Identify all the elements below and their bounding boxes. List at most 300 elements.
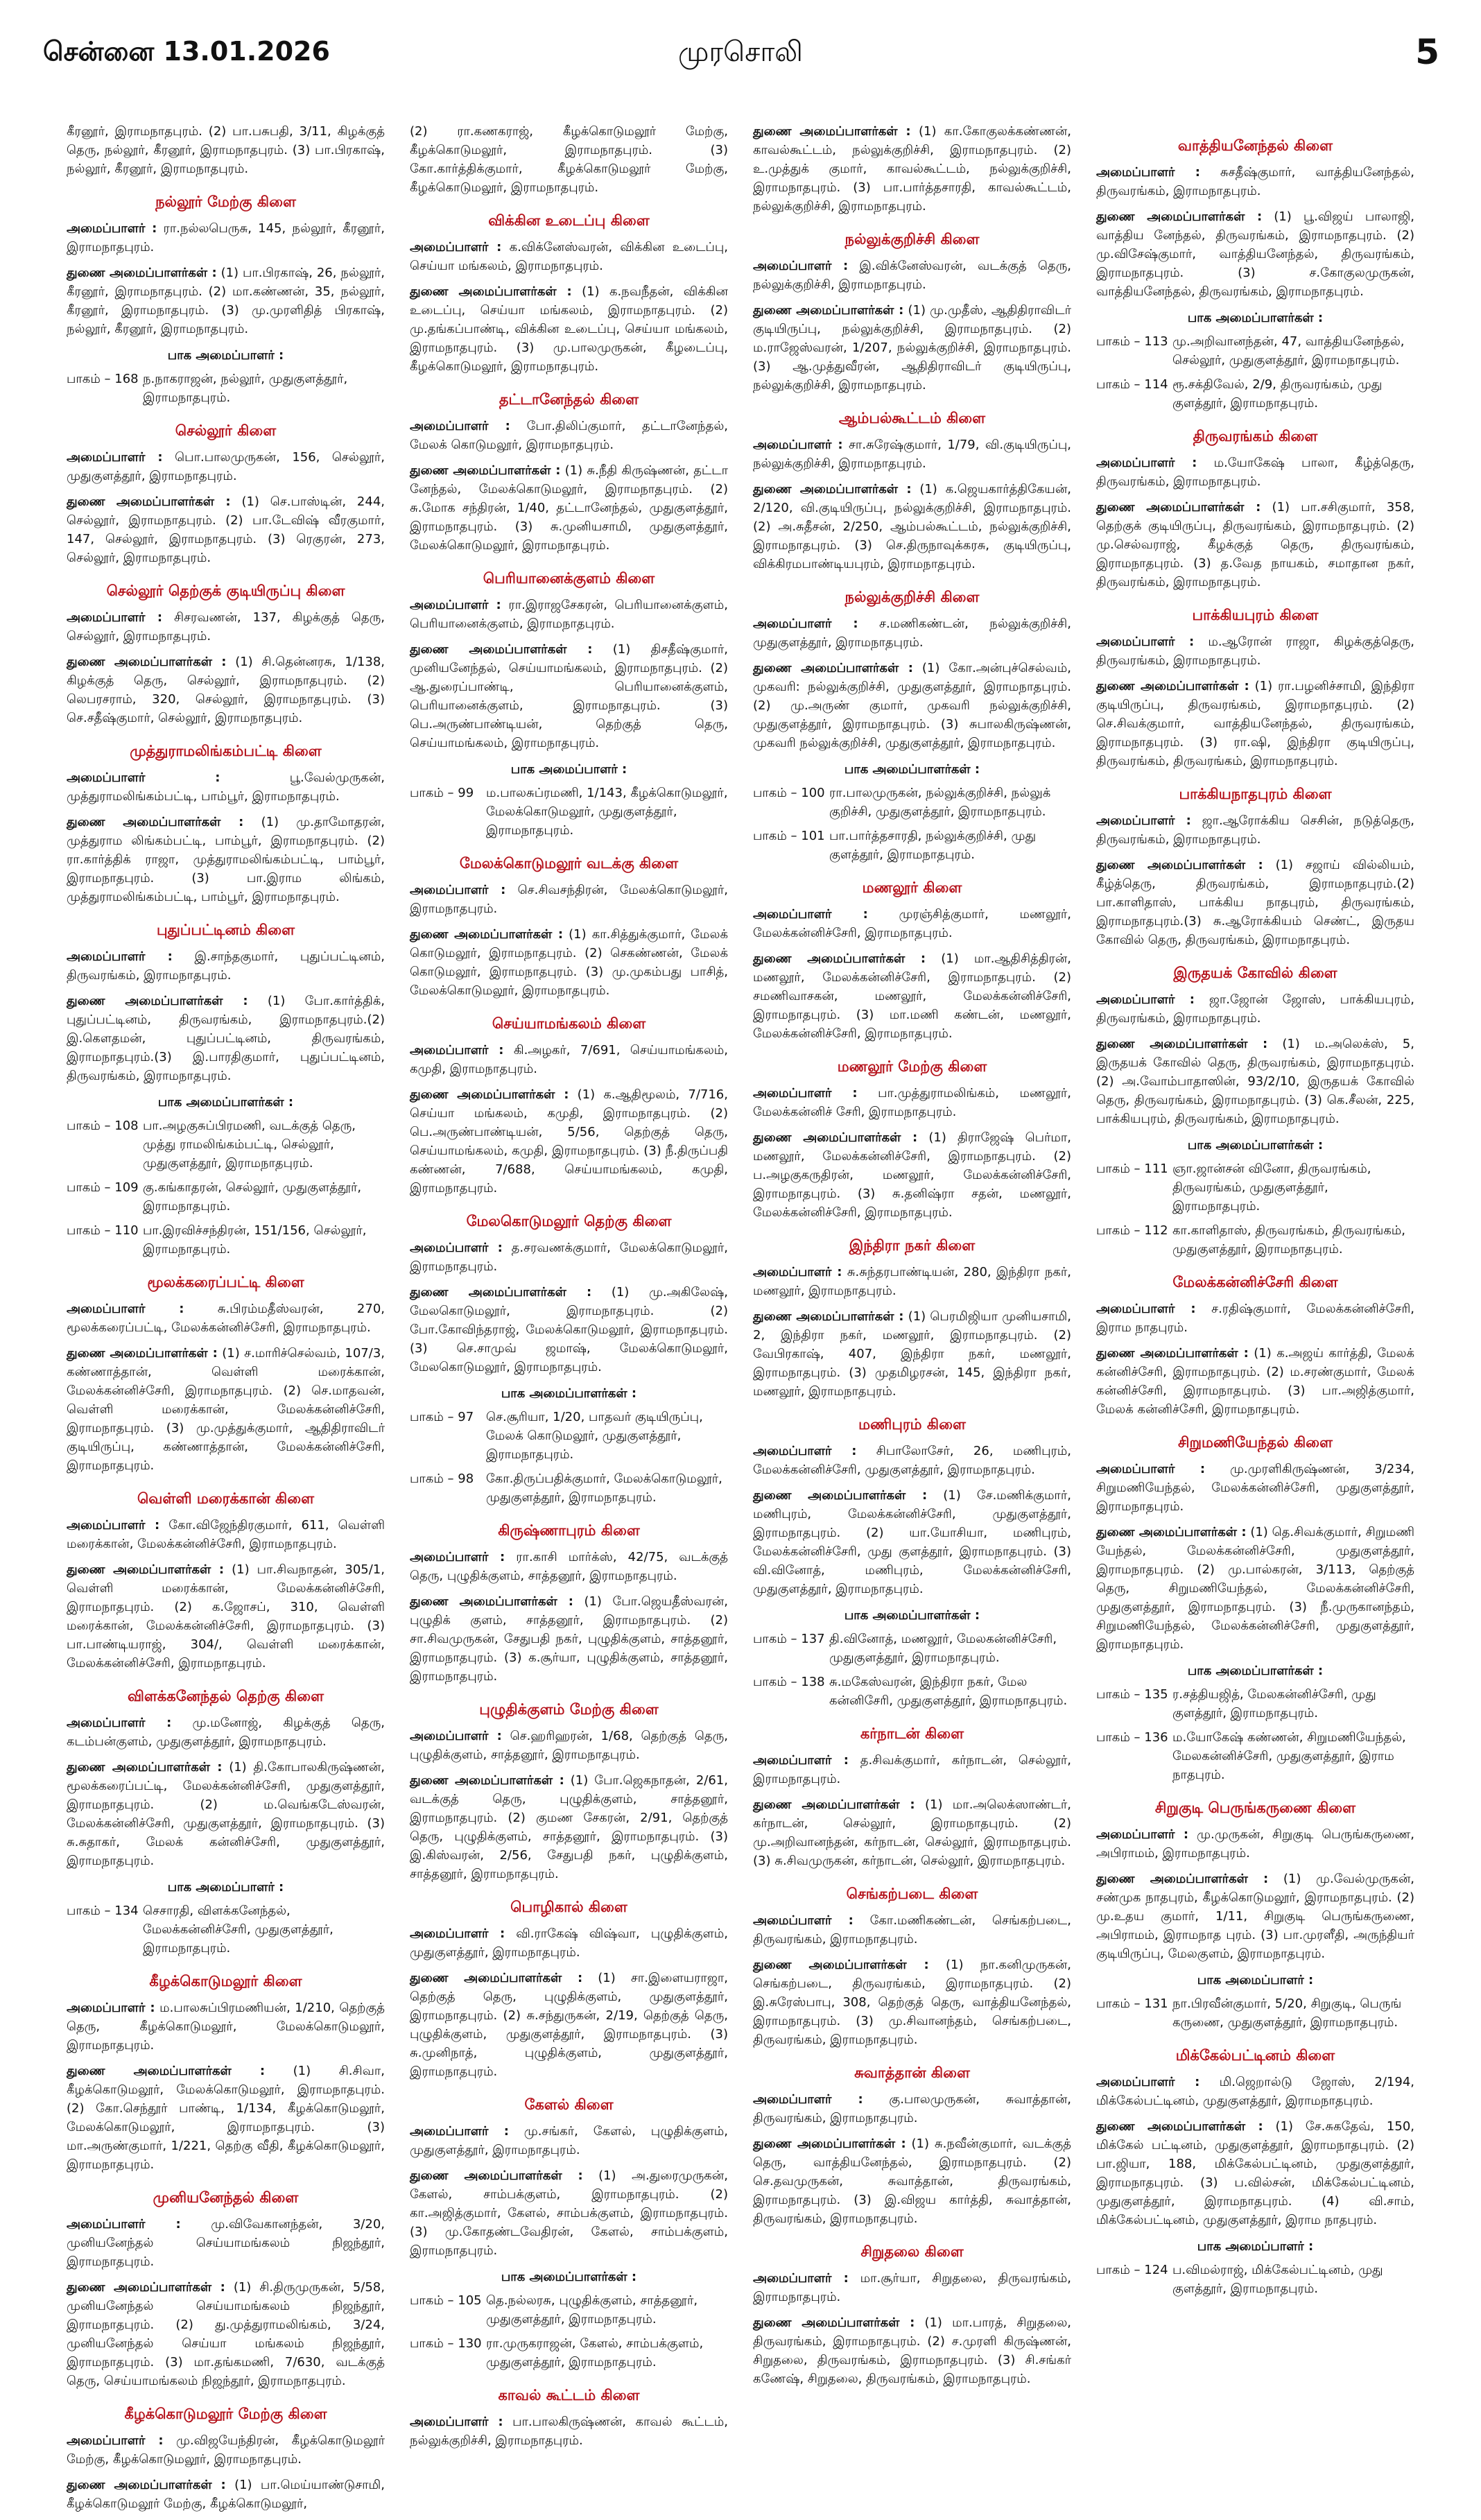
branch-heading: செங்கற்படை கிளை bbox=[846, 1885, 978, 1902]
organiser-details: கீரனூர், இராமநாதபுரம். (2) பா.பசுபதி, 3/11, கிழக்குத் தெரு, நல்லூர், கீரனூர், இராமநாதபுரம். (3) பா.பிரகாஷ், நல்லூர், கீரனூர், இராமநாதபுரம். bbox=[67, 124, 385, 176]
organiser-role: அமைப்பாளர் : bbox=[1096, 813, 1191, 828]
organiser-details: சுசதீஷ்குமார், வாத்தியனேந்தல், திருவரங்கம், இராமநாதபுரம். bbox=[1096, 165, 1414, 198]
organiser-role: துணை அமைப்பாளர்கள் : bbox=[1096, 858, 1263, 872]
organiser-entry bbox=[753, 1486, 1071, 1598]
branch-heading: முனியனேந்தல் கிளை bbox=[153, 2189, 299, 2206]
organiser-entry bbox=[410, 640, 728, 752]
organiser-entry bbox=[67, 653, 385, 727]
organiser-entry bbox=[753, 659, 1071, 752]
organiser-role: துணை அமைப்பாளர்கள் : bbox=[67, 994, 248, 1008]
booth-number: பாகம் – 114 bbox=[1096, 377, 1168, 392]
branch-heading: மிக்கேல்பட்டினம் கிளை bbox=[1175, 2047, 1335, 2064]
organiser-entry bbox=[1096, 2073, 1414, 2110]
organiser-entry bbox=[410, 1969, 728, 2081]
organiser-role: துணை அமைப்பாளர்கள் : bbox=[67, 2280, 225, 2295]
booth-organisers-title: பாக அமைப்பாளர்கள் : bbox=[1187, 1138, 1324, 1153]
organiser-role: துணை அமைப்பாளர்கள் : bbox=[753, 303, 904, 318]
organiser-details: (1) தி.கோபாலகிருஷ்ணன், மூலக்கரைப்பட்டி, மேலக்கன்னிச்சேரி, முதுகுளத்தூர், இராமநாதபுரம். (2) ம.வெங்கடேஸ்வரன், மேலக்கன்னிச்சேரி, முதுகுளத்தூர், இராமநாதபுரம். (3) சு.சுதாகர், மேலக் கன்னிச்சேரி, முதுகுளத்தூர், இராமநாதபுரம். bbox=[67, 1760, 385, 1868]
organiser-entry bbox=[753, 2269, 1071, 2306]
organiser-entry bbox=[67, 1516, 385, 1553]
organiser-entry bbox=[1096, 454, 1414, 491]
organiser-details: ம.பாலசுப்பிரமணியன், 1/210, தெற்குத் தெரு, கீழக்கொடுமலூர், மேலக்கொடுமலூர், இராமநாதபுரம். bbox=[67, 2001, 385, 2053]
organiser-role: அமைப்பாளர் : bbox=[753, 438, 843, 452]
organiser-details: (1) க.ஆதிமூலம், 7/716, செய்யா மங்கலம், கமுதி, இராமநாதபுரம். (2) பெ.அருண்பாண்டியன், 5/56, தெற்குத் தெரு, செய்யாமங்கலம், கமுதி, இராமநாதபுரம். (3) நீ.திருப்பதி கண்ணன், 7/688, செய்யாமங்கலம், கமுதி, இராமநாதபுரம். bbox=[410, 1087, 728, 1196]
organiser-role: அமைப்பாளர் : bbox=[410, 2124, 509, 2139]
organiser-details: (1) போ.ஜெகநாதன், 2/61, வடக்குத் தெரு, புழுதிக்குளம், சாத்தனூர், இராமநாதபுரம். (2) குமண சேகரன், 2/91, தெற்குத் தெரு, புழுதிக்குளம், சாத்தனூர், இராமநாதபுரம். (3) இ.கிஸ்வரன், 2/56, சேதுபதி நகர், புழுதிக்குளம், சாத்தனூர், இராமநாதபுரம். bbox=[410, 1773, 728, 1881]
organiser-role: துணை அமைப்பாளர்கள் : bbox=[410, 1594, 573, 1609]
organiser-details: இ.விக்னேஸ்வரன், வடக்குத் தெரு, நல்லுக்குறிச்சி, இராமநாதபுரம். bbox=[753, 259, 1071, 292]
organiser-details: மா.சூர்யா, சிறுதலை, திருவரங்கம், இராமநாதபுரம். bbox=[753, 2271, 1071, 2304]
organiser-details: (1) ம.அலெக்ஸ், 5, இருதயக் கோவில் தெரு, திருவரங்கம், இராமநாதபுரம். (2) அ.வோம்பாதாஸின், 93/2/10, இருதயக் கோவில் தெரு, திருவரங்கம், இராமநாதபுரம். (3) கெ.சீலன், 225, பாக்கியபுரம், திருவரங்கம், இராமநாதபுரம். bbox=[1096, 1037, 1414, 1126]
organiser-details: (1) சா.இளையராஜா, தெற்குத் தெரு, புழுதிக்குளம், முதுகுளத்தூர், இராமநாதபுரம். (2) சு.சந்துருகன், 2/19, தெற்குத் தெரு, புழுதிக்குளம், முதுகுளத்தூர், இராமநாதபுரம். (3) சு.முனிநாத், புழுதிக்குளம், முதுகுளத்தூர், இராமநாதபுரம். bbox=[410, 1971, 728, 2079]
organiser-entry bbox=[410, 1085, 728, 1198]
organiser-entry bbox=[753, 2313, 1071, 2388]
organiser-role: அமைப்பாளர் : bbox=[67, 770, 220, 785]
branch-heading: பாக்கியநாதபுரம் கிளை bbox=[1179, 786, 1332, 802]
booth-organiser-details: பா.அழகுசுப்பிரமணி, வடக்குத் தெரு, முத்து ராமலிங்கம்பட்டி, செல்லூர், முதுகுளத்தூர், இராமநாதபுரம். bbox=[143, 1119, 356, 1171]
organiser-entry bbox=[410, 1771, 728, 1883]
organiser-details: (1) க.ஜெயகார்த்திகேயன், 2/120, வி.குடியிருப்பு, நல்லுக்குறிச்சி, இராமநாதபுரம். (2) அ.சுதீசன், 2/250, ஆம்பல்கூட்டம், நல்லுக்குறிச்சி, இராமநாதபுரம். (3) செ.திருநாவுக்கரசு, குடியிருப்பு, விக்கிரமபாண்டியபுரம், இராமநாதபுரம். bbox=[753, 482, 1071, 571]
organiser-details: பொ.பாலமுருகன், 156, செல்லூர், முதுகுளத்தூர், இராமநாதபுரம். bbox=[67, 450, 385, 483]
organiser-details: (1) சே.மணிக்குமார், மணிபுரம், மேலக்கன்னிச்சேரி, முதுகுளத்தூர், இராமநாதபுரம். (2) யா.யோசியா, மணிபுரம், மேலக்கன்னிச்சேரி, முது குளத்தூர், இராமநாதபுரம். (3) வி.வினோத், மணிபுரம், மேலக்கன்னிச்சேரி, முதுகுளத்தூர், இராமநாதபுரம். bbox=[753, 1488, 1071, 1596]
branch-heading: திருவரங்கம் கிளை bbox=[1193, 428, 1318, 445]
organiser-details: (1) அ.துரைமுருகன், கேளல், சாம்பக்குளம், இராமநாதபுரம். (2) கா.அஜித்குமார், கேளல், சாம்பக்குளம், இராமநாதபுரம். (3) மு.கோதண்டவேதிரன், கேளல், சாம்பக்குளம், இராமநாதபுரம். bbox=[410, 2168, 728, 2258]
branch-heading: ஆம்பல்கூட்டம் கிளை bbox=[838, 410, 986, 426]
organiser-entry bbox=[410, 925, 728, 1000]
organiser-entry bbox=[67, 1300, 385, 1337]
organiser-role: அமைப்பாளர் : bbox=[753, 1753, 849, 1768]
organiser-entry bbox=[1096, 163, 1414, 200]
organiser-role: துணை அமைப்பாளர்கள் : bbox=[410, 1971, 583, 1985]
organiser-details: (1) மா.பாரத், சிறுதலை, திருவரங்கம், இராமநாதபுரம். (2) ச.முரளி கிருஷ்ணன், சிறுதலை, திருவரங்கம், இராமநாதபுரம். (3) சி.சங்கர் கணேஷ், சிறுதலை, திருவரங்கம், இராமநாதபுரம். bbox=[753, 2315, 1071, 2386]
organiser-details: (1) கோ.அன்புச்செல்வம், முகவரி: நல்லுக்குறிச்சி, முதுகுளத்தூர், இராமநாதபுரம். (2) மு.அருண் குமார், முகவரி நல்லுக்குறிச்சி, முதுகுளத்தூர், இராமநாதபுரம். (3) சுபாலகிருஷ்ணன், முகவரி நல்லுக்குறிச்சி, முதுகுளத்தூர், இராமநாதபுரம். bbox=[753, 661, 1071, 750]
organiser-details: (1) கா.சித்துக்குமார், மேலக் கொடுமலூர், இராமநாதபுரம். (2) செகண்ணன், மேலக் கொடுமலூர், இராமநாதபுரம். (3) மு.முகம்பது பாசித், மேலக்கொடுமலூர், இராமநாதபுரம். bbox=[410, 927, 728, 998]
branch-heading: சிறுமணியேந்தல் கிளை bbox=[1178, 1434, 1333, 1451]
booth-organiser-entry bbox=[410, 1469, 728, 1507]
organiser-role: அமைப்பாளர் : bbox=[753, 2271, 849, 2286]
booth-organisers-title: பாக அமைப்பாளர்கள் : bbox=[844, 762, 980, 777]
organiser-entry bbox=[753, 301, 1071, 395]
organiser-role: துணை அமைப்பாளர்கள் : bbox=[410, 1773, 564, 1788]
organiser-details: (2) ரா.கணகராஜ், கீழக்கொடுமலூர் மேற்கு, கீழக்கொடுமலூர், இராமநாதபுரம். (3) கோ.கார்த்திக்குமார், கீழக்கொடுமலூர் மேற்கு, கீழக்கொடுமலூர், இராமநாதபுரம். bbox=[410, 124, 728, 195]
organiser-details: (1) தெ.சிவக்குமார், சிறுமணி யேந்தல், மேலக்கன்னிச்சேரி, முதுகுளத்தூர், இராமநாதபுரம். (2) மு.பால்கரன், 3/113, தெற்குத் தெரு, சிறுமணியேந்தல், மேலக்கன்னிச்சேரி, முதுகுளத்தூர், இராமநாதபுரம். (3) நீ.முருகானந்தம், சிறுமணியேந்தல், மேலக்கன்னிச்சேரி, முதுகுளத்தூர், இராமநாதபுரம். bbox=[1096, 1525, 1414, 1652]
booth-organiser-entry bbox=[1096, 332, 1414, 370]
organiser-role: அமைப்பாளர் : bbox=[410, 2415, 503, 2429]
organiser-details: ஜா.ஆரோக்கிய செசின், நடுத்தெரு, திருவரங்கம், இராமநாதபுரம். bbox=[1096, 813, 1414, 847]
branch-heading: புழுதிக்குளம் மேற்கு கிளை bbox=[479, 1701, 659, 1718]
organiser-details: சிபாலோசேர், 26, மணிபுரம், மேலக்கன்னிச்சேரி, முதுகுளத்தூர், இராமநாதபுரம். bbox=[753, 1444, 1071, 1477]
organiser-details: (1) சு.நவீன்குமார், வடக்குத் தெரு, வாத்தியனேந்தல், இராமநாதபுரம். (2) செ.தவமுருகன், சுவாத்தான், திருவரங்கம், இராமநாதபுரம். (3) இ.விஜய கார்த்தி, சுவாத்தான், திருவரங்கம், இராமநாதபுரம். bbox=[753, 2137, 1071, 2226]
branch-heading: சிறுதலை கிளை bbox=[860, 2243, 964, 2260]
organiser-details: வி.ராகேஷ் விஷ்வா, புழுதிக்குளம், முதுகுளத்தூர், இராமநாதபுரம். bbox=[410, 1926, 728, 1960]
booth-number: பாகம் – 105 bbox=[410, 2293, 482, 2308]
booth-organisers-title: பாக அமைப்பாளர்கள் : bbox=[157, 1095, 294, 1110]
branch-heading: கேளல் கிளை bbox=[524, 2096, 614, 2113]
organiser-details: (1) சே.சுகதேவ், 150, மிக்கேல் பட்டினம், முதுகுளத்தூர், இராமநாதபுரம். (2) பா.ஜியா, 188, மிக்கேல்பட்டினம், முதுகுளத்தூர், இராமநாதபுரம். (3) ப.வில்சன், மிக்கேல்பட்டினம், முதுகுளத்தூர், இராமநாதபுரம். (4) வி.சாம், மிக்கேல்பட்டினம், முதுகுளத்தூர், இராம நாதபுரம். bbox=[1096, 2119, 1414, 2227]
organiser-entry bbox=[410, 1924, 728, 1962]
column-2 bbox=[410, 122, 728, 2520]
organiser-role: துணை அமைப்பாளர்கள் : bbox=[67, 2478, 226, 2492]
branch-heading: மூலக்கரைப்பட்டி கிளை bbox=[147, 1274, 304, 1291]
organiser-entry bbox=[410, 238, 728, 275]
branch-heading: கீழக்கொடுமலூர் கிளை bbox=[149, 1973, 302, 1990]
organiser-entry bbox=[67, 2431, 385, 2469]
organiser-details: சா.சுரேஷ்குமார், 1/79, வி.குடியிருப்பு, நல்லுக்குறிச்சி, இராமநாதபுரம். bbox=[753, 438, 1071, 471]
organiser-role: துணை அமைப்பாளர்கள் : bbox=[67, 494, 231, 509]
organiser-entry bbox=[753, 122, 1071, 216]
organiser-entry bbox=[67, 2062, 385, 2174]
organiser-role: துணை அமைப்பாளர்கள் : bbox=[753, 2137, 906, 2151]
organiser-entry bbox=[67, 122, 385, 178]
booth-organiser-entry bbox=[753, 784, 1071, 821]
organiser-entry bbox=[67, 492, 385, 567]
organiser-role: துணை அமைப்பாளர்கள் : bbox=[1096, 679, 1249, 693]
booth-organiser-details: கோ.திருப்பதிக்குமார், மேலக்கொடுமலூர், முதுகுளத்தூர், இராமநாதபுரம். bbox=[486, 1472, 722, 1505]
organiser-details: இ.சாந்தகுமார், புதுப்பட்டினம், திருவரங்கம், இராமநாதபுரம். bbox=[67, 949, 386, 983]
organiser-entry bbox=[67, 264, 385, 338]
newspaper-title: முரசொலி bbox=[678, 36, 803, 68]
organiser-entry bbox=[1096, 990, 1414, 1028]
organiser-details: (1) சு.நீதி கிருஷ்ணன், தட்டா னேந்தல், மேலக்கொடுமலூர், இராமநாதபுரம். (2) சு.மோக சந்திரன், 1/40, தட்டானேந்தல், முதுகுளத்தூர், இராமநாதபுரம். (3) சு.முனியசாமி, முதுகுளத்தூர், மேலக்கொடுமலூர், இராமநாதபுரம். bbox=[410, 463, 728, 553]
branch-heading: பாக்கியபுரம் கிளை bbox=[1192, 607, 1319, 623]
booth-number: பாகம் – 124 bbox=[1096, 2263, 1168, 2277]
organiser-details: மு.விவேகானந்தன், 3/20, முனியனேந்தல் செய்யாமங்கலம் நிஜந்தூர், இராமநாதபுரம். bbox=[67, 2217, 385, 2269]
organiser-entry bbox=[753, 1263, 1071, 1300]
booth-number: பாகம் – 134 bbox=[67, 1904, 139, 1918]
branch-heading: விக்கின உடைப்பு கிளை bbox=[488, 212, 650, 229]
organiser-entry bbox=[1096, 2117, 1414, 2229]
organiser-role: அமைப்பாளர் : bbox=[67, 2217, 181, 2232]
booth-organiser-details: ம.யோகேஷ் கண்ணன், சிறுமணியேந்தல், மேலகன்னிச்சேரி, முதுகுளத்தூர், இராம நாதபுரம். bbox=[1172, 1730, 1406, 1782]
organiser-role: துணை அமைப்பாளர்கள் : bbox=[410, 463, 561, 478]
booth-organiser-entry bbox=[410, 1408, 728, 1464]
organiser-entry bbox=[1096, 498, 1414, 592]
organiser-details: (1) போ.கார்த்திக், புதுப்பட்டினம், திருவரங்கம், இராமநாதபுரம்.(2) இ.கௌதமன், புதுப்பட்டினம், திருவரங்கம், இராமநாதபுரம்.(3) இ.பாரதிகுமார், புதுப்பட்டினம், திருவரங்கம், இராமநாதபுரம். bbox=[67, 994, 385, 1083]
organiser-details: ரா.இராஜசேகரன், பெரியானைக்குளம், பெரியானைக்குளம், இராமநாதபுரம். bbox=[410, 598, 728, 631]
organiser-details: செ.சிவசந்திரன், மேலக்கொடுமலூர், இராமநாதபுரம். bbox=[410, 883, 728, 916]
organiser-entry bbox=[67, 2278, 385, 2390]
organiser-role: துணை அமைப்பாளர்கள் : bbox=[1096, 2119, 1263, 2134]
branch-heading: காவல் கூட்டம் கிளை bbox=[498, 2387, 640, 2404]
organiser-details: பூ.வேல்முருகன், முத்துராமலிங்கம்பட்டி, பாம்பூர், இராமநாதபுரம். bbox=[67, 770, 385, 804]
organiser-entry bbox=[1096, 811, 1414, 849]
organiser-entry bbox=[410, 596, 728, 633]
booth-organiser-entry bbox=[1096, 1994, 1414, 2032]
organiser-role: அமைப்பாளர் : bbox=[1096, 1302, 1196, 1316]
organiser-details: ம.யோகேஷ் பாலா, கீழ்த்தெரு, திருவரங்கம், இராமநாதபுரம். bbox=[1096, 456, 1414, 489]
booth-organiser-details: சு.மகேஸ்வரன், இந்திரா நகர், மேல கன்னிசேரி, முதுகுளத்தூர், இராமநாதபுரம். bbox=[829, 1675, 1068, 1708]
organiser-entry bbox=[410, 881, 728, 918]
organiser-entry bbox=[410, 1548, 728, 1585]
organiser-details: த.சரவணக்குமார், மேலக்கொடுமலூர், இராமநாதபுரம். bbox=[410, 1241, 728, 1274]
organiser-entry bbox=[1096, 632, 1414, 670]
organiser-details: (1) ச.மாரிச்செல்வம், 107/3, கண்ணாத்தான், வெள்ளி மரைக்கான், மேலக்கன்னிச்சேரி, இராமநாதபுரம். (2) செ.மாதவன், வெள்ளி மரைக்கான், மேலக்கன்னிச்சேரி, இராமநாதபுரம். (3) மு.முத்துக்குமார், ஆதிதிராவிடர் குடியிருப்பு, கண்ணாத்தான், மேலக்கன்னிச்சேரி, இராமநாதபுரம். bbox=[67, 1346, 385, 1473]
booth-organiser-entry bbox=[67, 1178, 385, 1216]
booth-organiser-details: தி.வினோத், மணலூர், மேலகன்னிச்சேரி, முதுகுளத்தூர், இராமநாதபுரம். bbox=[829, 1632, 1057, 1665]
organiser-entry bbox=[753, 614, 1071, 652]
organiser-role: அமைப்பாளர் : bbox=[1096, 2075, 1200, 2089]
booth-organiser-details: பா.பார்த்தசாரதி, நல்லுக்குறிச்சி, முது குளத்தூர், இராமநாதபுரம். bbox=[829, 829, 1037, 862]
organiser-details: (1) திசதீஷ்குமார், முனியனேந்தல், செய்யாமங்கலம், இராமநாதபுரம். (2) ஆ.துரைப்பாண்டி, பெரியானைக்குளம், பெரியானைக்குளம், இராமநாதபுரம். (3) பெ.அருண்பாண்டியன், தெற்குத் தெரு, செய்யாமங்கலம், இராமநாதபுரம். bbox=[410, 642, 728, 750]
organiser-role: அமைப்பாளர் : bbox=[410, 1241, 503, 1255]
organiser-details: (1) மு.வேல்முருகன், சண்முக நாதபுரம், கீழக்கொடுமலூர், இராமநாதபுரம். (2) மு.உதய குமார், 1/11, சிறுகுடி பெருங்கருணை, அபிராமம், இராமநாத புரம். (3) பா.முரளீதி, அருந்தியர் குடியிருப்பு, மேலகுளம், இராமநாதபுரம். bbox=[1096, 1872, 1414, 1961]
organiser-role: துணை அமைப்பாளர்கள் : bbox=[410, 927, 564, 942]
organiser-details: ரா.நல்லபெருசு, 145, நல்லூர், கீரனூர், இராமநாதபுரம். bbox=[67, 221, 385, 254]
organiser-details: (1) பெரமிஜியா முனியசாமி, 2, இந்திரா நகர், மணலூர், இராமநாதபுரம். (2) வேபிரகாஷ், 407, இந்திரா நகர், மணலூர், இராமநாதபுரம். (3) முதமிழரசன், 145, இந்திரா நகர், மணலூர், இராமநாதபுரம். bbox=[753, 1309, 1071, 1399]
organiser-role: அமைப்பாளர் : bbox=[67, 1716, 172, 1730]
organiser-role: துணை அமைப்பாளர்கள் : bbox=[67, 266, 217, 280]
organiser-role: அமைப்பாளர் : bbox=[67, 221, 157, 236]
branch-heading: விளக்கனேந்தல் தெற்கு கிளை bbox=[127, 1688, 324, 1705]
organiser-entry bbox=[753, 1307, 1071, 1401]
organiser-role: துணை அமைப்பாளர்கள் : bbox=[67, 655, 227, 669]
booth-organiser-details: செசாரதி, விளக்கனேந்தல், மேலக்கன்னிச்சேரி, முதுகுளத்தூர், இராமநாதபுரம். bbox=[143, 1904, 334, 1956]
branch-heading: முத்துராமலிங்கம்பட்டி கிளை bbox=[130, 743, 322, 759]
organiser-role: துணை அமைப்பாளர்கள் : bbox=[753, 1958, 929, 1972]
organiser-role: அமைப்பாளர் : bbox=[67, 610, 163, 625]
booth-organiser-entry bbox=[1096, 1685, 1414, 1723]
booth-number: பாகம் – 109 bbox=[67, 1180, 139, 1195]
organiser-role: அமைப்பாளர் : bbox=[1096, 165, 1200, 180]
branch-heading: மணலூர் மேற்கு கிளை bbox=[837, 1058, 987, 1075]
organiser-entry bbox=[67, 2476, 385, 2513]
organiser-details: (1) மு.அகிலேஷ், மேலகொடுமலூர், இராமநாதபுரம். (2) போ.கோவிந்தராஜ், மேலக்கொடுமலூர், இராமநாதபுரம். (3) செ.சாமுவ் ஜமாஷ், மேலக்கொடுமலூர், மேலகொடுமலூர், இராமநாதபுரம். bbox=[410, 1285, 728, 1374]
organiser-entry bbox=[1096, 1344, 1414, 1419]
organiser-entry bbox=[410, 2413, 728, 2450]
organiser-entry bbox=[410, 2166, 728, 2260]
organiser-role: அமைப்பாளர் : bbox=[753, 907, 868, 922]
organiser-entry bbox=[67, 992, 385, 1085]
organiser-role: துணை அமைப்பாளர்கள் : bbox=[753, 1797, 915, 1812]
booth-number: பாகம் – 130 bbox=[410, 2336, 482, 2351]
booth-number: பாகம் – 138 bbox=[753, 1675, 825, 1689]
organiser-details: மி.ஜெறால்டு ஜோஸ், 2/194, மிக்கேல்பட்டினம், முதுகுளத்தூர், இராமநாதபுரம். bbox=[1096, 2075, 1415, 2108]
organiser-role: அமைப்பாளர் : bbox=[410, 1729, 502, 1743]
organiser-details: (1) பூ.விஜய் பாலாஜி, வாத்திய னேந்தல், திருவரங்கம், இராமநாதபுரம். (2) மு.விசேஷ்குமார், வாத்தியனேந்தல், திருவரங்கம், இராமநாதபுரம். (3) ச.கோகுலமுருகன், வாத்தியனேந்தல், திருவரங்கம், இராமநாதபுரம். bbox=[1096, 209, 1414, 299]
organiser-role: துணை அமைப்பாளர்கள் : bbox=[753, 1488, 928, 1503]
organiser-details: போ.திலிப்குமார், தட்டானேந்தல், மேலக் கொடுமலூர், இராமநாதபுரம். bbox=[410, 419, 728, 452]
organiser-entry bbox=[1096, 1523, 1414, 1654]
organiser-role: அமைப்பாளர் : bbox=[67, 2433, 164, 2448]
organiser-entry bbox=[753, 1956, 1071, 2049]
organiser-role: அமைப்பாளர் : bbox=[753, 1265, 842, 1279]
organiser-role: அமைப்பாளர் : bbox=[1096, 635, 1195, 649]
organiser-details: (1) திராஜேஷ் பெர்மா, மணலூர், மேலக்கன்னிச்சேரி, இராமநாதபுரம். (2) ப.அழகுகருதிரன், மணலூர், மேலக்கன்னிச்சேரி, இராமநாதபுரம். (3) சு.தனிஷ்ரா சதன், மணலூர், மேலக்கன்னிச்சேரி, இராமநாதபுரம். bbox=[753, 1130, 1071, 1220]
organiser-details: (1) க.நவநீதன், விக்கின உடைப்பு, செய்யா மங்கலம், இராமநாதபுரம். (2) மு.தங்கப்பாண்டி, விக்கின உடைப்பு, செய்யா மங்கலம், இராமநாதபுரம். (3) மு.பாலமுருகன், கீழடைப்பு, கீழக்கொடுமலூர், இராமநாதபுரம். bbox=[410, 284, 728, 374]
organiser-entry bbox=[753, 905, 1071, 942]
organiser-entry bbox=[410, 1727, 728, 1764]
booth-organisers-title: பாக அமைப்பாளர்கள் : bbox=[501, 1386, 637, 1401]
column-4 bbox=[1096, 122, 1414, 2520]
organiser-entry bbox=[410, 461, 728, 555]
organiser-entry bbox=[1096, 1035, 1414, 1128]
organiser-entry bbox=[410, 1041, 728, 1078]
organiser-details: க.விக்னேஸ்வரன், விக்கின உடைப்பு, செய்யா மங்கலம், இராமநாதபுரம். bbox=[410, 240, 728, 273]
organiser-entry bbox=[410, 1283, 728, 1376]
organiser-details: மு.முரளிகிருஷ்ணன், 3/234, சிறுமணியேந்தல், மேலக்கன்னிச்சேரி, முதுகுளத்தூர், இராமநாதபுரம். bbox=[1096, 1462, 1414, 1514]
booth-organisers-title: பாக அமைப்பாளர்கள் : bbox=[1187, 1664, 1324, 1678]
organiser-details: (1) பா.மெய்யாண்டுசாமி, கீழக்கொடுமலூர் மேற்கு, கீழக்கொடுமலூர், bbox=[67, 2478, 385, 2511]
organiser-role: துணை அமைப்பாளர்கள் : bbox=[753, 482, 912, 497]
branch-heading: சுவாத்தான் கிளை bbox=[854, 2064, 970, 2081]
organiser-role: துணை அமைப்பாளர்கள் : bbox=[410, 2168, 583, 2183]
organiser-role: துணை அமைப்பாளர்கள் : bbox=[67, 1760, 223, 1775]
organiser-role: அமைப்பாளர் : bbox=[753, 1913, 854, 1928]
booth-organiser-entry bbox=[410, 2291, 728, 2329]
organiser-entry bbox=[1096, 1870, 1414, 1963]
booth-organiser-details: ம.பாலசுப்ரமணி, 1/143, கீழக்கொடுமலூர், மேலக்கொடுமலூர், முதுகுளத்தூர், இராமநாதபுரம். bbox=[486, 786, 728, 838]
organiser-role: துணை அமைப்பாளர்கள் : bbox=[753, 951, 926, 966]
booth-number: பாகம் – 112 bbox=[1096, 1223, 1168, 1238]
organiser-role: அமைப்பாளர் : bbox=[67, 2001, 155, 2015]
organiser-details: (1) மு.முதீஸ், ஆதிதிராவிடர் குடியிருப்பு, நல்லுக்குறிச்சி, இராமநாதபுரம். (2) ம.ராஜேஸ்வரன், 1/207, நல்லுக்குறிச்சி, இராமநாதபுரம். (3) ஆ.முத்துவீரன், ஆதிதிராவிடர் குடியிருப்பு, நல்லுக்குறிச்சி, இராமநாதபுரம். bbox=[753, 303, 1071, 392]
booth-organiser-details: கு.கங்காதரன், செல்லூர், முதுகுளத்தூர், இராமநாதபுரம். bbox=[143, 1180, 362, 1214]
branch-heading: இருதயக் கோவில் கிளை bbox=[1173, 965, 1337, 981]
organiser-entry bbox=[753, 2090, 1071, 2128]
organiser-details: ரா.காசி மார்க்ஸ், 42/75, வடக்குத் தெரு, புழுதிக்குளம், சாத்தனூர், இராமநாதபுரம். bbox=[410, 1550, 728, 1583]
organiser-role: துணை அமைப்பாளர்கள் : bbox=[67, 2064, 266, 2078]
organiser-entry bbox=[67, 219, 385, 257]
organiser-entry bbox=[67, 1714, 385, 1751]
organiser-details: பா.பாலகிருஷ்ணன், காவல் கூட்டம், நல்லுக்குறிச்சி, இராமநாதபுரம். bbox=[410, 2415, 729, 2448]
organiser-entry bbox=[410, 1239, 728, 1276]
organiser-details: (1) மா.அலெக்ஸாண்டர், கர்நாடன், செல்லூர், இராமநாதபுரம். (2) மு.அறிவானந்தன், கர்நாடன், செல்லூர், இராமநாதபுரம். (3) சு.சிவமுருகன், கர்நாடன், செல்லூர், இராமநாதபுரம். bbox=[753, 1797, 1071, 1868]
branch-heading: கீழக்கொடுமலூர் மேற்கு கிளை bbox=[124, 2406, 327, 2422]
organiser-role: துணை அமைப்பாளர்கள் : bbox=[67, 1346, 218, 1361]
booth-organiser-details: நா.பிரவீன்குமார், 5/20, சிறுகுடி, பெருங் கருணை, முதுகுளத்தூர், இராமநாதபுரம். bbox=[1172, 1996, 1402, 2030]
masthead bbox=[0, 0, 1481, 82]
organiser-role: அமைப்பாளர் : bbox=[753, 616, 858, 631]
organiser-entry bbox=[753, 2134, 1071, 2228]
organiser-details: ச.ரதிஷ்குமார், மேலக்கன்னிச்சேரி, இராம நாதபுரம். bbox=[1096, 1302, 1414, 1335]
organiser-details: பா.முத்துராமலிங்கம், மணலூர், மேலக்கன்னிச் சேரி, இராமநாதபுரம். bbox=[753, 1086, 1071, 1119]
organiser-role: துணை அமைப்பாளர்கள் : bbox=[410, 1087, 569, 1102]
column-1 bbox=[67, 122, 385, 2520]
booth-organiser-details: ப.விமல்ராஜ், மிக்கேல்பட்டினம், முது குளத்தூர், இராமநாதபுரம். bbox=[1172, 2263, 1383, 2296]
booth-number: பாகம் – 99 bbox=[410, 786, 474, 800]
booth-number: பாகம் – 97 bbox=[410, 1410, 474, 1424]
organiser-role: துணை அமைப்பாளர்கள் : bbox=[1096, 1872, 1269, 1886]
organiser-role: அமைப்பாளர் : bbox=[410, 883, 506, 897]
organiser-details: முரஞ்சித்குமார், மணலூர், மேலக்கன்னிச்சேரி, இராமநாதபுரம். bbox=[753, 907, 1071, 940]
organiser-details: (1) சி.தென்னரசு, 1/138, கிழக்குத் தெரு, செல்லூர், இராமநாதபுரம். (2) லெபரசராம், 320, செல்லூர், இராமநாதபுரம். (3) செ.சதீஷ்குமார், செல்லூர், இராமநாதபுரம். bbox=[67, 655, 385, 725]
organiser-role: அமைப்பாளர் : bbox=[410, 1043, 504, 1058]
organiser-details: (1) போ.ஜெயதீஸ்வரன், புழுதிக் குளம், சாத்தனூர், இராமநாதபுரம். (2) சா.சிவமுருகன், சேதுபதி நகர், புழுதிக்குளம், சாத்தனூர், இராமநாதபுரம். (3) க.சூர்யா, புழுதிக்குளம், சாத்தனூர், இராமநாதபுரம். bbox=[410, 1594, 728, 1684]
booth-organiser-details: ந.நாகராஜன், நல்லூர், முதுகுளத்தூர், இராமநாதபுரம். bbox=[143, 372, 348, 405]
booth-number: பாகம் – 136 bbox=[1096, 1730, 1168, 1745]
organiser-entry bbox=[67, 2215, 385, 2271]
organiser-entry bbox=[753, 435, 1071, 473]
branch-heading: சிறுகுடி பெருங்கருணை கிளை bbox=[1154, 1800, 1356, 1816]
booth-organiser-details: தெ.நல்லரசு, புழுதிக்குளம், சாத்தனூர், முதுகுளத்தூர், இராமநாதபுரம். bbox=[486, 2293, 698, 2327]
organiser-role: துணை அமைப்பாளர்கள் : bbox=[410, 284, 572, 299]
branch-heading: வாத்தியனேந்தல் கிளை bbox=[1177, 137, 1333, 154]
organiser-details: கு.பாலமுருகன், சுவாத்தான், திருவரங்கம், இராமநாதபுரம். bbox=[753, 2092, 1071, 2125]
date-line: சென்னை 13.01.2026 bbox=[43, 36, 330, 67]
organiser-details: மு.மனோஜ், கிழக்குத் தெரு, கடம்பன்குளம், முதுகுளத்தூர், இராமநாதபுரம். bbox=[67, 1716, 385, 1749]
organiser-role: அமைப்பாளர் : bbox=[410, 419, 510, 433]
organiser-details: கோ.மணிகண்டன், செங்கற்படை, திருவரங்கம், இராமநாதபுரம். bbox=[753, 1913, 1071, 1947]
organiser-details: மு.முருகன், சிறுகுடி பெருங்கருணை, அபிராமம், இராமநாதபுரம். bbox=[1096, 1827, 1414, 1861]
booth-number: பாகம் – 108 bbox=[67, 1119, 139, 1133]
organiser-role: துணை அமைப்பாளர்கள் : bbox=[1096, 500, 1261, 515]
organiser-entry bbox=[67, 768, 385, 806]
organiser-entry bbox=[67, 1344, 385, 1475]
organiser-role: துணை அமைப்பாளர்கள் : bbox=[753, 1309, 904, 1324]
organiser-role: துணை அமைப்பாளர்கள் : bbox=[410, 1285, 592, 1300]
branch-heading: பெரியானைக்குளம் கிளை bbox=[483, 570, 655, 587]
organiser-details: (1) க.அஜய் கார்த்தி, மேலக் கன்னிச்சேரி, இராமநாதபுரம். (2) ம.சரண்குமார், மேலக் கன்னிச்சேரி, இராமநாதபுரம். (3) பா.அஜித்குமார், மேலக் கன்னிச்சேரி, இராமநாதபுரம். bbox=[1096, 1346, 1414, 1417]
organiser-details: கோ.விஜேந்திரகுமார், 611, வெள்ளி மரைக்கான், மேலக்கன்னிச்சேரி, இராமநாதபுரம். bbox=[67, 1518, 385, 1551]
organiser-details: சு.சுந்தரபாண்டியன், 280, இந்திரா நகர், மணலூர், இராமநாதபுரம். bbox=[753, 1265, 1072, 1298]
organiser-entry bbox=[1096, 1460, 1414, 1516]
organiser-role: துணை அமைப்பாளர்கள் : bbox=[753, 2315, 915, 2330]
booth-number: பாகம் – 113 bbox=[1096, 334, 1168, 349]
booth-number: பாகம் – 100 bbox=[753, 786, 825, 800]
organiser-entry bbox=[753, 1795, 1071, 1870]
organiser-role: அமைப்பாளர் : bbox=[410, 240, 502, 254]
organiser-entry bbox=[753, 1911, 1071, 1949]
organiser-details: (1) மு.தாமோதரன், முத்துராம லிங்கம்பட்டி, பாம்பூர், இராமநாதபுரம். (2) ரா.கார்த்திக் ராஜா, முத்துராமலிங்கம்பட்டி, பாம்பூர், இராமநாதபுரம். (3) பா.இராம லிங்கம், முத்துராமலிங்கம்பட்டி, பாம்பூர், இராமநாதபுரம். bbox=[67, 815, 385, 904]
organiser-entry bbox=[67, 1999, 385, 2055]
branch-heading: செய்யாமங்கலம் கிளை bbox=[492, 1015, 646, 1032]
organiser-role: அமைப்பாளர் : bbox=[1096, 1827, 1189, 1842]
branch-heading: மேலக்கன்னிச்சேரி கிளை bbox=[1172, 1274, 1338, 1291]
branch-heading: புதுப்பட்டினம் கிளை bbox=[156, 922, 295, 938]
branch-heading: இந்திரா நகர் கிளை bbox=[849, 1237, 976, 1254]
organiser-role: அமைப்பாளர் : bbox=[67, 949, 173, 964]
article-columns bbox=[67, 122, 1415, 2511]
organiser-details: (1) சஜாய் வில்லியம், கீழ்த்தெரு, திருவரங்கம், இராமநாதபுரம்.(2) பா.காளிதாஸ், பாக்கிய நாதபுரம், திருவரங்கம், இராமநாதபுரம்.(3) சு.ஆரோக்கியம் செண்ட், இருதய கோவில் தெரு, திருவரங்கம், இராமநாதபுரம். bbox=[1096, 858, 1414, 947]
branch-heading: நல்லூர் மேற்கு கிளை bbox=[155, 193, 296, 210]
organiser-details: ம.ஆரோன் ராஜா, கிழக்குத்தெரு, திருவரங்கம், இராமநாதபுரம். bbox=[1096, 635, 1414, 668]
organiser-entry bbox=[410, 282, 728, 376]
booth-number: பாகம் – 131 bbox=[1096, 1996, 1168, 2011]
organiser-entry bbox=[753, 1084, 1071, 1121]
organiser-entry bbox=[753, 949, 1071, 1043]
branch-heading: கிருஷ்ணாபுரம் கிளை bbox=[498, 1522, 640, 1539]
organiser-details: (1) செ.பாஸ்டின், 244, செல்லூர், இராமநாதபுரம். (2) பா.டேவிஷ் வீரகுமார், 147, செல்லூர், இராமநாதபுரம். (3) ரெகுரன், 273, செல்லூர், இராமநாதபுரம். bbox=[67, 494, 385, 565]
organiser-details: (1) பா.சசிகுமார், 358, தெற்குக் குடியிருப்பு, திருவரங்கம், இராமநாதபுரம். (2) மு.செல்வராஜ், கீழக்குத் தெரு, திருவரங்கம், இராமநாதபுரம். (3) த.வேத நாயகம், சமாதான நகர், திருவரங்கம், இராமநாதபுரம். bbox=[1096, 500, 1414, 589]
organiser-details: (1) ரா.பழனிச்சாமி, இந்திரா குடியிருப்பு, திருவரங்கம், இராமநாதபுரம். (2) செ.சிவக்குமார், வாத்தியனேந்தல், திருவரங்கம், இராமநாதபுரம். (3) ரா.ஷி, இந்திரா குடியிருப்பு, திருவரங்கம், திருவரங்கம், இராமநாதபுரம். bbox=[1096, 679, 1414, 768]
booth-organiser-details: கா.காளிதாஸ், திருவரங்கம், திருவரங்கம், முதுகுளத்தூர், இராமநாதபுரம். bbox=[1172, 1223, 1405, 1257]
organiser-role: துணை அமைப்பாளர்கள் : bbox=[1096, 209, 1263, 224]
organiser-role: துணை அமைப்பாளர்கள் : bbox=[67, 815, 244, 829]
organiser-role: அமைப்பாளர் : bbox=[67, 1302, 184, 1316]
booth-number: பாகம் – 168 bbox=[67, 372, 139, 386]
organiser-role: துணை அமைப்பாளர்கள் : bbox=[410, 642, 593, 657]
branch-heading: நல்லுக்குறிச்சி கிளை bbox=[845, 589, 980, 605]
booth-organiser-entry bbox=[1096, 1728, 1414, 1784]
column-3 bbox=[753, 122, 1071, 2520]
organiser-details: செ.ஹரிஹரன், 1/68, தெற்குத் தெரு, புழுதிக்குளம், சாத்தனூர், இராமநாதபுரம். bbox=[410, 1729, 728, 1762]
branch-heading: செல்லூர் தெற்குக் குடியிருப்பு கிளை bbox=[106, 582, 345, 599]
organiser-role: துணை அமைப்பாளர்கள் : bbox=[1096, 1525, 1247, 1539]
page-number: 5 bbox=[1415, 32, 1439, 72]
booth-organiser-details: ரா.பாலமுருகன், நல்லுக்குறிச்சி, நல்லுக் குறிச்சி, முதுகுளத்தூர், இராமநாதபுரம். bbox=[829, 786, 1051, 819]
branch-heading: மேலக்கொடுமலூர் வடக்கு கிளை bbox=[459, 855, 679, 872]
organiser-entry bbox=[410, 417, 728, 454]
booth-organiser-entry bbox=[1096, 2261, 1414, 2298]
organiser-entry bbox=[1096, 856, 1414, 949]
branch-heading: செல்லூர் கிளை bbox=[175, 422, 277, 439]
organiser-role: அமைப்பாளர் : bbox=[1096, 1462, 1206, 1476]
organiser-entry bbox=[410, 1592, 728, 1686]
organiser-entry bbox=[67, 947, 385, 985]
organiser-entry bbox=[753, 257, 1071, 294]
booth-organiser-details: ர.சத்தியஜித், மேலகன்னிச்சேரி, முது குளத்தூர், இராமநாதபுரம். bbox=[1172, 1687, 1376, 1720]
organiser-role: துணை அமைப்பாளர்கள் : bbox=[67, 1562, 225, 1577]
